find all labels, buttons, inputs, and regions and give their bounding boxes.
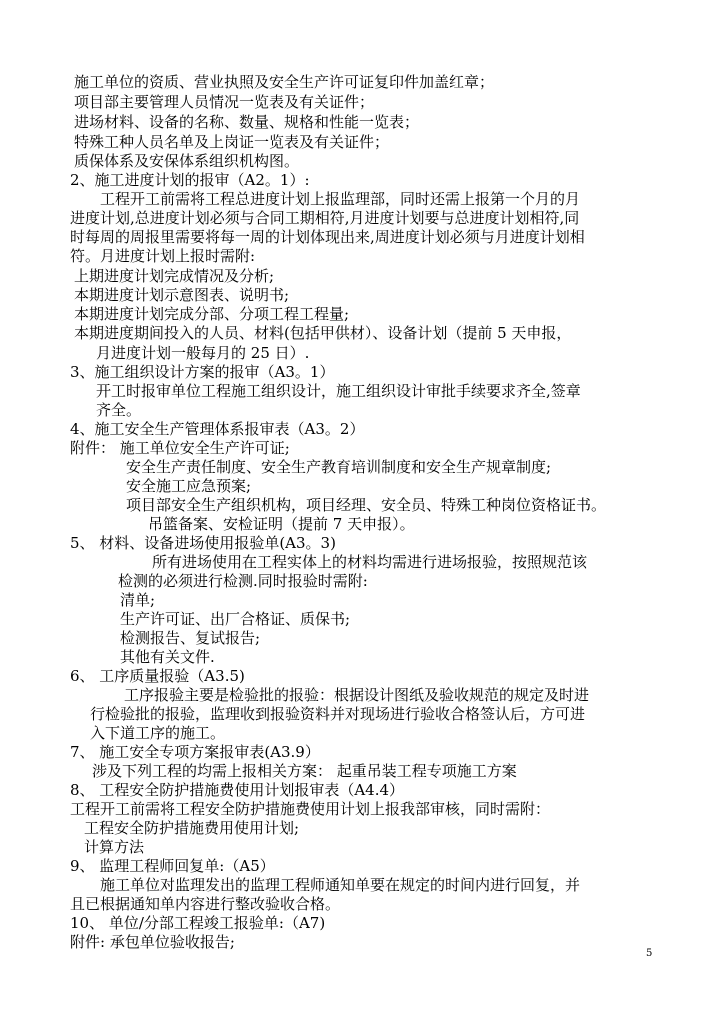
doc-line: 安全施工应急预案; bbox=[126, 477, 252, 495]
doc-line: 清单; bbox=[120, 591, 156, 609]
doc-line: 时每周的周报里需要将每一周的计划体现出来,周进度计划必须与月进度计划相 bbox=[70, 228, 585, 246]
doc-line: 齐全。 bbox=[96, 401, 142, 419]
section-heading: 4、施工安全生产管理体系报审表（A3。2） bbox=[70, 420, 365, 438]
doc-line: 本期进度期间投入的人员、材料(包括甲供材）、设备计划（提前 5 天申报， bbox=[74, 324, 572, 342]
doc-line: 月进度计划一般每月的 25 日）. bbox=[96, 344, 310, 362]
doc-line: 进场材料、设备的名称、数量、规格和性能一览表； bbox=[74, 113, 420, 131]
doc-line: 安全生产责任制度、安全生产教育培训制度和安全生产规章制度; bbox=[126, 458, 552, 476]
doc-line: 进度计划,总进度计划必须与合同工期相符,月进度计划要与总进度计划相符,同 bbox=[70, 209, 580, 227]
section-heading: 6、 工序质量报验（A3.5) bbox=[70, 667, 245, 685]
doc-line: 附件: 承包单位验收报告; bbox=[70, 933, 235, 951]
doc-line: 施工单位对监理发出的监理工程师通知单要在规定的时间内进行回复，并 bbox=[100, 876, 581, 894]
doc-line: 本期进度计划示意图表、说明书; bbox=[74, 286, 290, 304]
section-heading: 5、 材料、设备进场使用报验单(A3。3) bbox=[70, 534, 336, 552]
doc-line: 工程开工前需将工程安全防护措施费使用计划上报我部审核，同时需附： bbox=[70, 800, 551, 818]
doc-line: 特殊工种人员名单及上岗证一览表及有关证件； bbox=[74, 133, 390, 151]
doc-line: 且已根据通知单内容进行整改验收合格。 bbox=[70, 895, 341, 913]
doc-line: 所有进场使用在工程实体上的材料均需进行进场报验，按照规范该 bbox=[152, 553, 588, 571]
doc-line: 项目部主要管理人员情况一览表及有关证件； bbox=[74, 93, 375, 111]
section-heading: 2、施工进度计划的报审（A2。1）: bbox=[70, 171, 310, 189]
section-heading: 3、施工组织设计方案的报审（A3。1） bbox=[70, 363, 335, 381]
section-heading: 8、 工程安全防护措施费使用计划报审表（A4.4） bbox=[70, 781, 405, 799]
doc-line: 入下道工序的施工。 bbox=[90, 724, 226, 742]
doc-line: 工程安全防护措施费用使用计划; bbox=[84, 819, 300, 837]
doc-line: 生产许可证、出厂合格证、质保书; bbox=[120, 610, 351, 628]
page-number: 5 bbox=[646, 948, 653, 959]
doc-line: 质保体系及安保体系组织机构图。 bbox=[74, 152, 300, 170]
doc-line: 工程开工前需将工程总进度计划上报监理部，同时还需上报第一个月的月 bbox=[100, 190, 581, 208]
doc-line: 吊篮备案、安检证明（提前 7 天申报）。 bbox=[148, 515, 415, 533]
doc-line: 项目部安全生产组织机构，项目经理、安全员、特殊工种岗位资格证书。 bbox=[126, 496, 607, 514]
section-heading: 7、 施工安全专项方案报审表(A3.9） bbox=[70, 743, 320, 761]
doc-line: 施工单位的资质、营业执照及安全生产许可证复印件加盖红章； bbox=[74, 73, 495, 91]
doc-line: 检测报告、复试报告; bbox=[120, 629, 261, 647]
doc-line: 工序报验主要是检验批的报验：根据设计图纸及验收规范的规定及时进 bbox=[124, 686, 590, 704]
doc-line: 上期进度计划完成情况及分析; bbox=[74, 267, 275, 285]
doc-line: 计算方法 bbox=[84, 838, 145, 856]
doc-line: 其他有关文件. bbox=[120, 648, 215, 666]
doc-line: 符。月进度计划上报时需附: bbox=[70, 247, 256, 265]
doc-line: 涉及下列工程的均需上报相关方案： 起重吊装工程专项施工方案 bbox=[92, 762, 517, 780]
doc-line: 检测的必须进行检测.同时报验时需附: bbox=[118, 572, 368, 590]
doc-line: 开工时报审单位工程施工组织设计，施工组织设计审批手续要求齐全,签章 bbox=[96, 382, 581, 400]
section-heading: 9、 监理工程师回复单:（A5） bbox=[70, 857, 275, 875]
section-heading: 10、 单位/分部工程竣工报验单:（A7) bbox=[70, 914, 326, 932]
doc-line: 本期进度计划完成分部、分项工程工程量; bbox=[74, 305, 350, 323]
doc-line: 行检验批的报验，监理收到报验资料并对现场进行验收合格签认后，方可进 bbox=[90, 705, 586, 723]
doc-line: 附件： 施工单位安全生产许可证; bbox=[70, 439, 290, 457]
